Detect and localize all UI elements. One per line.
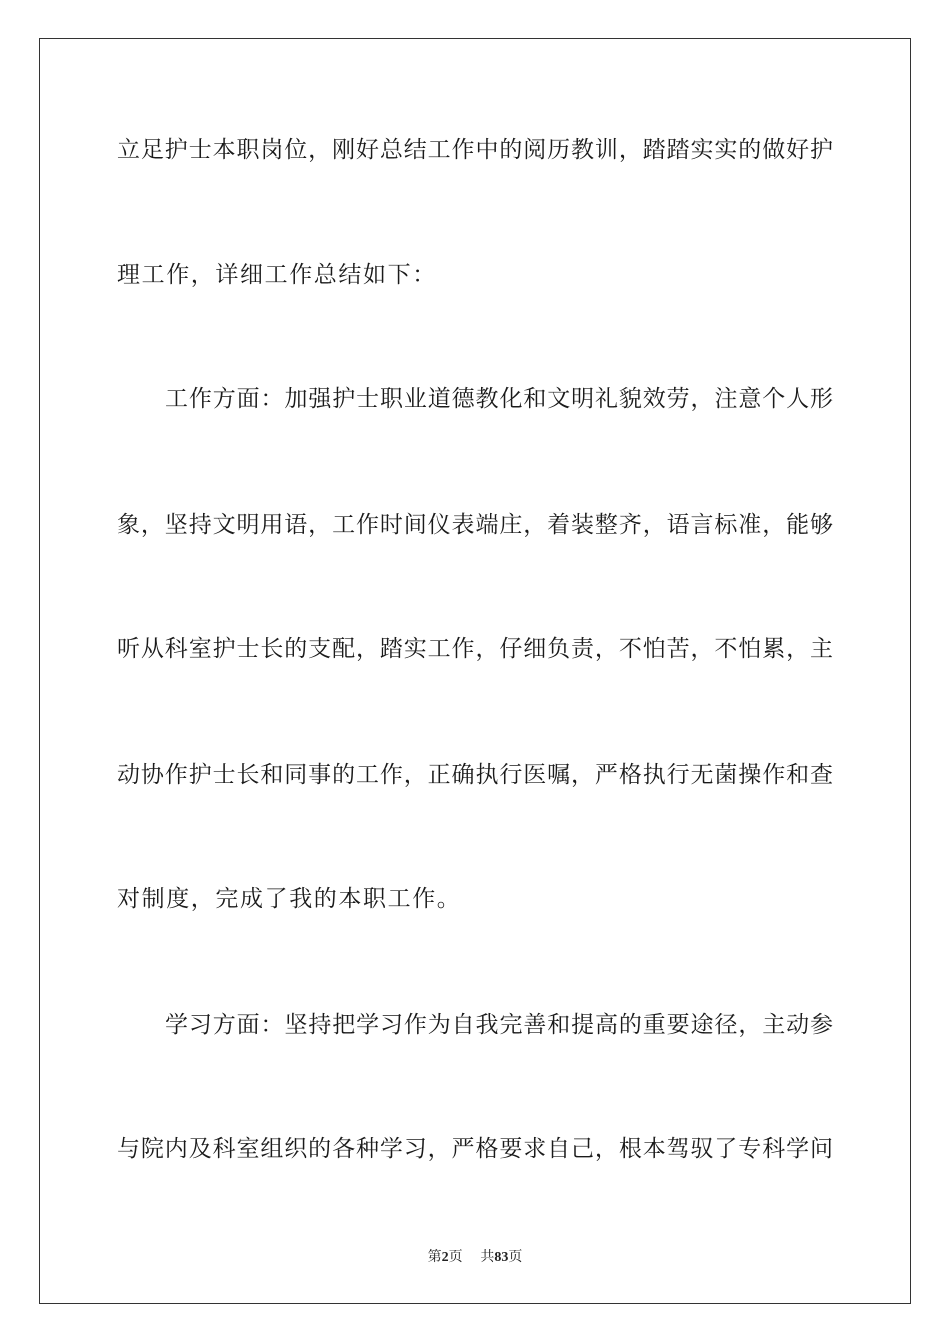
body-line-6: 动协作护士长和同事的工作，正确执行医嘱，严格执行无菌操作和查 (117, 762, 833, 788)
body-line-7: 对制度，完成了我的本职工作。 (117, 886, 462, 912)
body-line-2: 理工作，详细工作总结如下： (117, 262, 437, 288)
page-border (39, 38, 911, 1304)
body-line-5: 听从科室护士长的支配，踏实工作，仔细负责，不怕苦，不怕累，主 (117, 636, 833, 662)
footer-total-prefix: 共 (480, 1249, 495, 1265)
footer-total-suffix: 页 (508, 1249, 523, 1265)
body-line-1: 立足护士本职岗位，刚好总结工作中的阅历教训，踏踏实实的做好护 (117, 137, 833, 163)
body-line-9: 与院内及科室组织的各种学习，严格要求自己，根本驾驭了专科学问 (117, 1136, 833, 1162)
body-line-4: 象，坚持文明用语，工作时间仪表端庄，着装整齐，语言标准，能够 (117, 512, 833, 538)
body-line-8: 学习方面：坚持把学习作为自我完善和提高的重要途径，主动参 (165, 1012, 833, 1038)
footer-page-suffix: 页 (448, 1249, 463, 1265)
footer-page-prefix: 第 (427, 1249, 442, 1265)
body-line-3: 工作方面：加强护士职业道德教化和文明礼貌效劳，注意个人形 (165, 386, 833, 412)
page-footer (0, 1248, 950, 1267)
footer-total-pages: 83 (494, 1250, 509, 1265)
footer-page-number: 2 (441, 1250, 449, 1265)
